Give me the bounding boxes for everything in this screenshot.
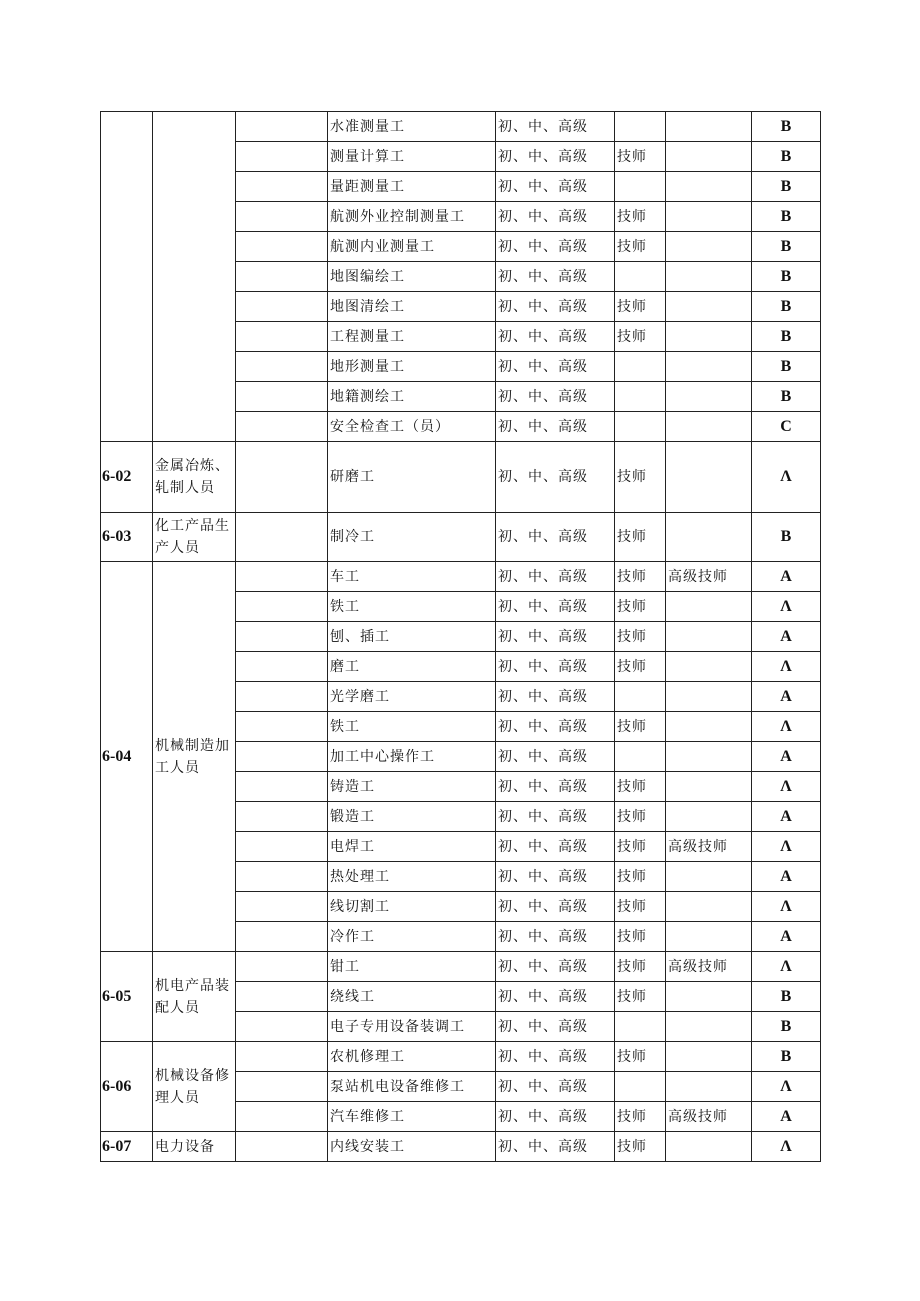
technician-level: 技师 — [615, 232, 666, 262]
skill-levels: 初、中、高级 — [496, 982, 615, 1012]
table-row — [101, 112, 821, 142]
senior-technician-level: 高级技师 — [666, 832, 752, 862]
table-row — [101, 1042, 821, 1072]
blank-cell — [236, 832, 328, 862]
senior-technician-level — [666, 412, 752, 442]
skill-levels: 初、中、高级 — [496, 952, 615, 982]
senior-technician-level — [666, 112, 752, 142]
grade-mark: B — [752, 1042, 821, 1072]
skill-levels: 初、中、高级 — [496, 1012, 615, 1042]
technician-level: 技师 — [615, 442, 666, 513]
grade-mark: B — [752, 202, 821, 232]
job-name: 铁工 — [328, 592, 496, 622]
skill-levels: 初、中、高级 — [496, 832, 615, 862]
senior-technician-level — [666, 1042, 752, 1072]
skill-levels: 初、中、高级 — [496, 1072, 615, 1102]
category-code: 6-07 — [101, 1132, 153, 1162]
technician-level: 技师 — [615, 952, 666, 982]
technician-level: 技师 — [615, 513, 666, 562]
grade-mark: B — [752, 322, 821, 352]
job-name: 航测内业测量工 — [328, 232, 496, 262]
senior-technician-level — [666, 262, 752, 292]
senior-technician-level — [666, 652, 752, 682]
senior-technician-level: 高级技师 — [666, 1102, 752, 1132]
table-row — [101, 952, 821, 982]
category-code: 6-03 — [101, 513, 153, 562]
senior-technician-level — [666, 352, 752, 382]
blank-cell — [236, 892, 328, 922]
technician-level — [615, 262, 666, 292]
grade-mark: B — [752, 112, 821, 142]
job-name: 钳工 — [328, 952, 496, 982]
senior-technician-level — [666, 802, 752, 832]
blank-cell — [236, 202, 328, 232]
skill-levels: 初、中、高级 — [496, 742, 615, 772]
blank-cell — [236, 352, 328, 382]
job-name: 农机修理工 — [328, 1042, 496, 1072]
technician-level: 技师 — [615, 802, 666, 832]
blank-cell — [236, 262, 328, 292]
grade-mark: B — [752, 982, 821, 1012]
senior-technician-level — [666, 142, 752, 172]
job-name: 地图编绘工 — [328, 262, 496, 292]
blank-cell — [236, 802, 328, 832]
category-code: 6-04 — [101, 562, 153, 952]
grade-mark: A — [752, 802, 821, 832]
job-name: 测量计算工 — [328, 142, 496, 172]
blank-cell — [236, 922, 328, 952]
senior-technician-level — [666, 862, 752, 892]
senior-technician-level — [666, 742, 752, 772]
senior-technician-level — [666, 513, 752, 562]
technician-level: 技师 — [615, 142, 666, 172]
skill-levels: 初、中、高级 — [496, 862, 615, 892]
skill-levels: 初、中、高级 — [496, 772, 615, 802]
grade-mark: B — [752, 513, 821, 562]
senior-technician-level — [666, 292, 752, 322]
technician-level: 技师 — [615, 562, 666, 592]
job-name: 地形测量工 — [328, 352, 496, 382]
table-body — [101, 112, 821, 1162]
senior-technician-level — [666, 682, 752, 712]
senior-technician-level — [666, 712, 752, 742]
job-name: 电焊工 — [328, 832, 496, 862]
blank-cell — [236, 1012, 328, 1042]
senior-technician-level — [666, 232, 752, 262]
senior-technician-level — [666, 592, 752, 622]
blank-cell — [236, 172, 328, 202]
job-name: 电子专用设备装调工 — [328, 1012, 496, 1042]
skill-levels: 初、中、高级 — [496, 112, 615, 142]
category-code — [101, 112, 153, 442]
skill-levels: 初、中、高级 — [496, 202, 615, 232]
blank-cell — [236, 382, 328, 412]
senior-technician-level: 高级技师 — [666, 952, 752, 982]
skill-levels: 初、中、高级 — [496, 292, 615, 322]
grade-mark: Λ — [752, 892, 821, 922]
skill-levels: 初、中、高级 — [496, 382, 615, 412]
skill-levels: 初、中、高级 — [496, 892, 615, 922]
job-name: 制冷工 — [328, 513, 496, 562]
skill-levels: 初、中、高级 — [496, 1042, 615, 1072]
job-name: 刨、插工 — [328, 622, 496, 652]
senior-technician-level — [666, 922, 752, 952]
job-name: 汽车维修工 — [328, 1102, 496, 1132]
skill-levels: 初、中、高级 — [496, 802, 615, 832]
senior-technician-level — [666, 382, 752, 412]
job-name: 内线安装工 — [328, 1132, 496, 1162]
grade-mark: A — [752, 862, 821, 892]
category-code: 6-02 — [101, 442, 153, 513]
job-name: 冷作工 — [328, 922, 496, 952]
skill-levels: 初、中、高级 — [496, 652, 615, 682]
senior-technician-level — [666, 1072, 752, 1102]
senior-technician-level — [666, 322, 752, 352]
skill-levels: 初、中、高级 — [496, 513, 615, 562]
blank-cell — [236, 712, 328, 742]
skill-levels: 初、中、高级 — [496, 622, 615, 652]
grade-mark: A — [752, 922, 821, 952]
category-name: 机电产品装配人员 — [153, 952, 236, 1042]
blank-cell — [236, 1102, 328, 1132]
grade-mark: Λ — [752, 772, 821, 802]
senior-technician-level — [666, 442, 752, 513]
grade-mark: B — [752, 352, 821, 382]
skill-levels: 初、中、高级 — [496, 562, 615, 592]
technician-level: 技师 — [615, 712, 666, 742]
grade-mark: A — [752, 742, 821, 772]
skill-levels: 初、中、高级 — [496, 172, 615, 202]
technician-level: 技师 — [615, 892, 666, 922]
job-name: 加工中心操作工 — [328, 742, 496, 772]
blank-cell — [236, 742, 328, 772]
technician-level: 技师 — [615, 322, 666, 352]
blank-cell — [236, 622, 328, 652]
blank-cell — [236, 1042, 328, 1072]
grade-mark: A — [752, 682, 821, 712]
grade-mark: Λ — [752, 442, 821, 513]
blank-cell — [236, 772, 328, 802]
blank-cell — [236, 682, 328, 712]
skill-levels: 初、中、高级 — [496, 442, 615, 513]
category-name: 机械制造加工人员 — [153, 562, 236, 952]
technician-level — [615, 382, 666, 412]
technician-level — [615, 1012, 666, 1042]
skill-levels: 初、中、高级 — [496, 142, 615, 172]
blank-cell — [236, 513, 328, 562]
grade-mark: Λ — [752, 952, 821, 982]
grade-mark: B — [752, 232, 821, 262]
grade-mark: A — [752, 1102, 821, 1132]
grade-mark: B — [752, 172, 821, 202]
technician-level — [615, 172, 666, 202]
senior-technician-level — [666, 982, 752, 1012]
blank-cell — [236, 592, 328, 622]
technician-level: 技师 — [615, 862, 666, 892]
technician-level — [615, 742, 666, 772]
technician-level: 技师 — [615, 772, 666, 802]
table-row — [101, 562, 821, 592]
table-row — [101, 513, 821, 562]
grade-mark: B — [752, 1012, 821, 1042]
technician-level: 技师 — [615, 1042, 666, 1072]
job-name: 线切割工 — [328, 892, 496, 922]
skill-levels: 初、中、高级 — [496, 1102, 615, 1132]
technician-level — [615, 682, 666, 712]
job-name: 铸造工 — [328, 772, 496, 802]
blank-cell — [236, 142, 328, 172]
grade-mark: Λ — [752, 592, 821, 622]
senior-technician-level — [666, 202, 752, 232]
grade-mark: Λ — [752, 1072, 821, 1102]
job-name: 泵站机电设备维修工 — [328, 1072, 496, 1102]
senior-technician-level — [666, 1012, 752, 1042]
skill-levels: 初、中、高级 — [496, 322, 615, 352]
category-name: 机械设备修理人员 — [153, 1042, 236, 1132]
technician-level — [615, 112, 666, 142]
technician-level — [615, 352, 666, 382]
skill-levels: 初、中、高级 — [496, 352, 615, 382]
technician-level: 技师 — [615, 292, 666, 322]
senior-technician-level — [666, 772, 752, 802]
skill-levels: 初、中、高级 — [496, 262, 615, 292]
technician-level: 技师 — [615, 202, 666, 232]
technician-level: 技师 — [615, 982, 666, 1012]
blank-cell — [236, 982, 328, 1012]
senior-technician-level — [666, 622, 752, 652]
grade-mark: B — [752, 382, 821, 412]
job-name: 铁工 — [328, 712, 496, 742]
table-row — [101, 442, 821, 513]
job-name: 光学磨工 — [328, 682, 496, 712]
blank-cell — [236, 1072, 328, 1102]
blank-cell — [236, 442, 328, 513]
skill-levels: 初、中、高级 — [496, 922, 615, 952]
blank-cell — [236, 562, 328, 592]
job-name: 安全检查工（员） — [328, 412, 496, 442]
job-name: 量距测量工 — [328, 172, 496, 202]
grade-mark: A — [752, 622, 821, 652]
skill-levels: 初、中、高级 — [496, 682, 615, 712]
grade-mark: Λ — [752, 712, 821, 742]
job-name: 热处理工 — [328, 862, 496, 892]
blank-cell — [236, 652, 328, 682]
grade-mark: Λ — [752, 1132, 821, 1162]
grade-mark: Λ — [752, 832, 821, 862]
blank-cell — [236, 322, 328, 352]
category-name: 化工产品生产人员 — [153, 513, 236, 562]
skill-levels: 初、中、高级 — [496, 412, 615, 442]
job-name: 工程测量工 — [328, 322, 496, 352]
blank-cell — [236, 232, 328, 262]
technician-level — [615, 1072, 666, 1102]
skill-levels: 初、中、高级 — [496, 232, 615, 262]
blank-cell — [236, 952, 328, 982]
technician-level: 技师 — [615, 922, 666, 952]
blank-cell — [236, 112, 328, 142]
category-name: 金属冶炼、轧制人员 — [153, 442, 236, 513]
category-code: 6-06 — [101, 1042, 153, 1132]
blank-cell — [236, 1132, 328, 1162]
senior-technician-level — [666, 1132, 752, 1162]
senior-technician-level — [666, 172, 752, 202]
technician-level — [615, 412, 666, 442]
grade-mark: B — [752, 292, 821, 322]
grade-mark: B — [752, 262, 821, 292]
technician-level: 技师 — [615, 1132, 666, 1162]
grade-mark: B — [752, 142, 821, 172]
job-name: 航测外业控制测量工 — [328, 202, 496, 232]
category-code: 6-05 — [101, 952, 153, 1042]
grade-mark: A — [752, 562, 821, 592]
job-name: 地图清绘工 — [328, 292, 496, 322]
blank-cell — [236, 292, 328, 322]
job-name: 车工 — [328, 562, 496, 592]
technician-level: 技师 — [615, 592, 666, 622]
blank-cell — [236, 412, 328, 442]
job-name: 绕线工 — [328, 982, 496, 1012]
job-name: 研磨工 — [328, 442, 496, 513]
technician-level: 技师 — [615, 652, 666, 682]
job-name: 锻造工 — [328, 802, 496, 832]
technician-level: 技师 — [615, 1102, 666, 1132]
blank-cell — [236, 862, 328, 892]
category-name — [153, 112, 236, 442]
occupation-table — [100, 111, 821, 1162]
job-name: 磨工 — [328, 652, 496, 682]
skill-levels: 初、中、高级 — [496, 712, 615, 742]
grade-mark: Λ — [752, 652, 821, 682]
grade-mark: C — [752, 412, 821, 442]
senior-technician-level: 高级技师 — [666, 562, 752, 592]
category-name: 电力设备 — [153, 1132, 236, 1162]
table-row — [101, 1132, 821, 1162]
technician-level: 技师 — [615, 622, 666, 652]
job-name: 水准测量工 — [328, 112, 496, 142]
senior-technician-level — [666, 892, 752, 922]
job-name: 地籍测绘工 — [328, 382, 496, 412]
skill-levels: 初、中、高级 — [496, 592, 615, 622]
skill-levels: 初、中、高级 — [496, 1132, 615, 1162]
technician-level: 技师 — [615, 832, 666, 862]
